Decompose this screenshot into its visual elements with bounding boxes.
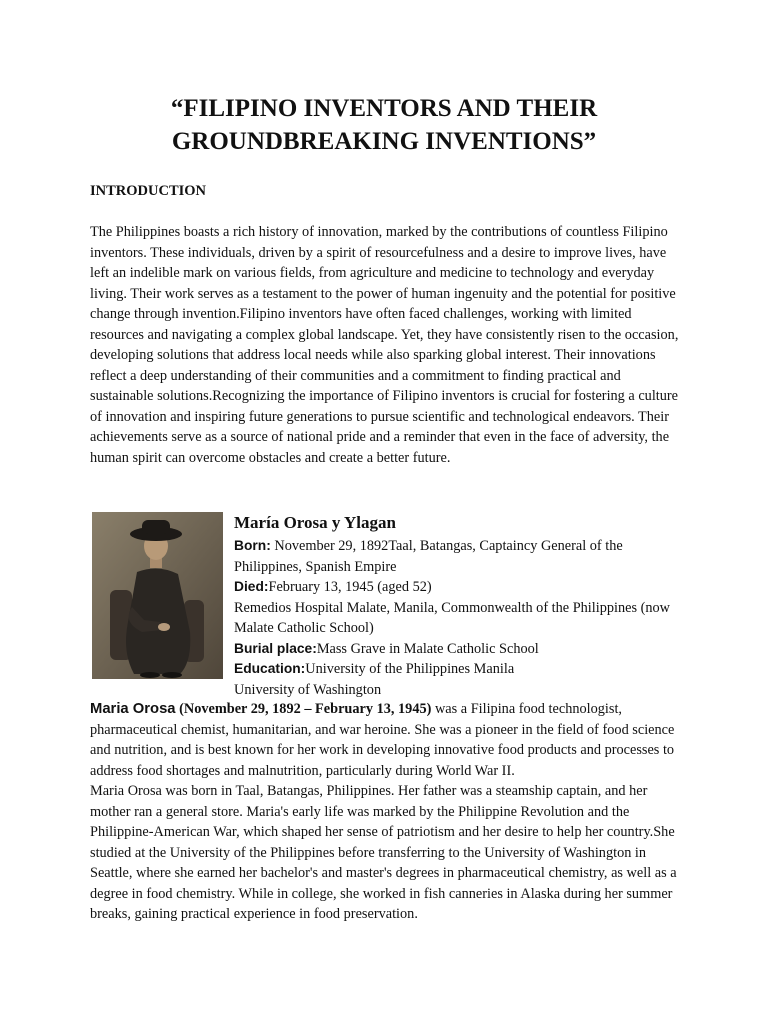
bio-paragraph-1 [90,699,685,781]
bio-facts [234,536,674,700]
portrait-photo [92,512,223,679]
died-line [234,577,674,598]
person-name: María Orosa y Ylagan [234,513,396,532]
born-value: November 29, 1892Taal, Batangas, Captaincy General of the Philippines, Spanish Empire [234,538,623,575]
introduction-heading: INTRODUCTION [90,183,207,199]
died-place: Remedios Hospital Malate, Manila, Commonwealth of the Philippines (now Malate Catholic School) [234,599,670,636]
born-line [234,536,674,577]
education-value: University of the Philippines Manila [305,661,515,677]
bio-body [90,699,685,925]
burial-value: Mass Grave in Malate Catholic School [316,640,539,657]
education-value-2: University of Washington [234,681,382,698]
died-value: February 13, 1945 (aged 52) [268,579,432,595]
born-label: Born: [234,538,271,553]
document-title: “FILIPINO INVENTORS AND THEIR GROUNDBREAKING INVENTIONS” [170,95,598,155]
education-label: Education: [234,661,306,676]
died-label: Died: [234,579,269,594]
introduction-paragraph: The Philippines boasts a rich history of innovation, marked by the contributions of countless Filipino inventors. These individuals, driven by a spirit of resourcefulness and a desire to improve lives, have left an indelible mark on various fields, from agriculture and medicine to technology and everyday living. Their work serves as a testament to the power of human ingenuity and the potential for positive change through invention.Filipino inventors have often faced challenges, working with limited resources and navigating a complex global landscape. Yet, they have consistently risen to the occasion, developing solutions that address local needs while also sparking global interest. Their innovations reflect a deep understanding of their communities and a commitment to finding practical and sustainable solutions.Recognizing the importance of Filipino inventors is crucial for fostering a culture of innovation and inspiring future generations to pursue scientific and technological endeavors. Their achievements serve as a source of national pride and a reminder that even in the face of adversity, the human spirit can overcome obstacles and create a better future. [90,224,679,466]
bio-paragraph-2: Maria Orosa was born in Taal, Batangas, Philippines. Her father was a steamship captain, and her mother ran a general store. Maria's early life was marked by the Philippine Revolution and the Philippine-American War, which shaped her sense of patriotism and her desire to help her country.She studied at the University of the Philippines before transferring to the University of Washington in Seattle, where she earned her bachelor's and master's degrees in pharmaceutical chemistry, as well as a degree in food chemistry. While in college, she worked in fish canneries in Alaska during her summer breaks, gaining practical experience in food preservation. [90,783,677,922]
portrait-photo-icon [92,512,223,679]
education-line [234,659,674,680]
bio-lead [90,701,431,717]
bio-lead-name: Maria Orosa [90,701,176,717]
burial-line [234,639,674,660]
burial-label: Burial place: [234,640,317,656]
bio-paragraph-1-text: was a Filipina food technologist, pharmaceutical chemist, humanitarian, and war heroine. She was a pioneer in the field of food science and nutrition, and is best known for her work in developing innovative food products and processes to address food shortages and malnutrition, particularly during World War II. [90,701,675,779]
bio-lead-dates: (November 29, 1892 – February 13, 1945) [175,701,432,717]
